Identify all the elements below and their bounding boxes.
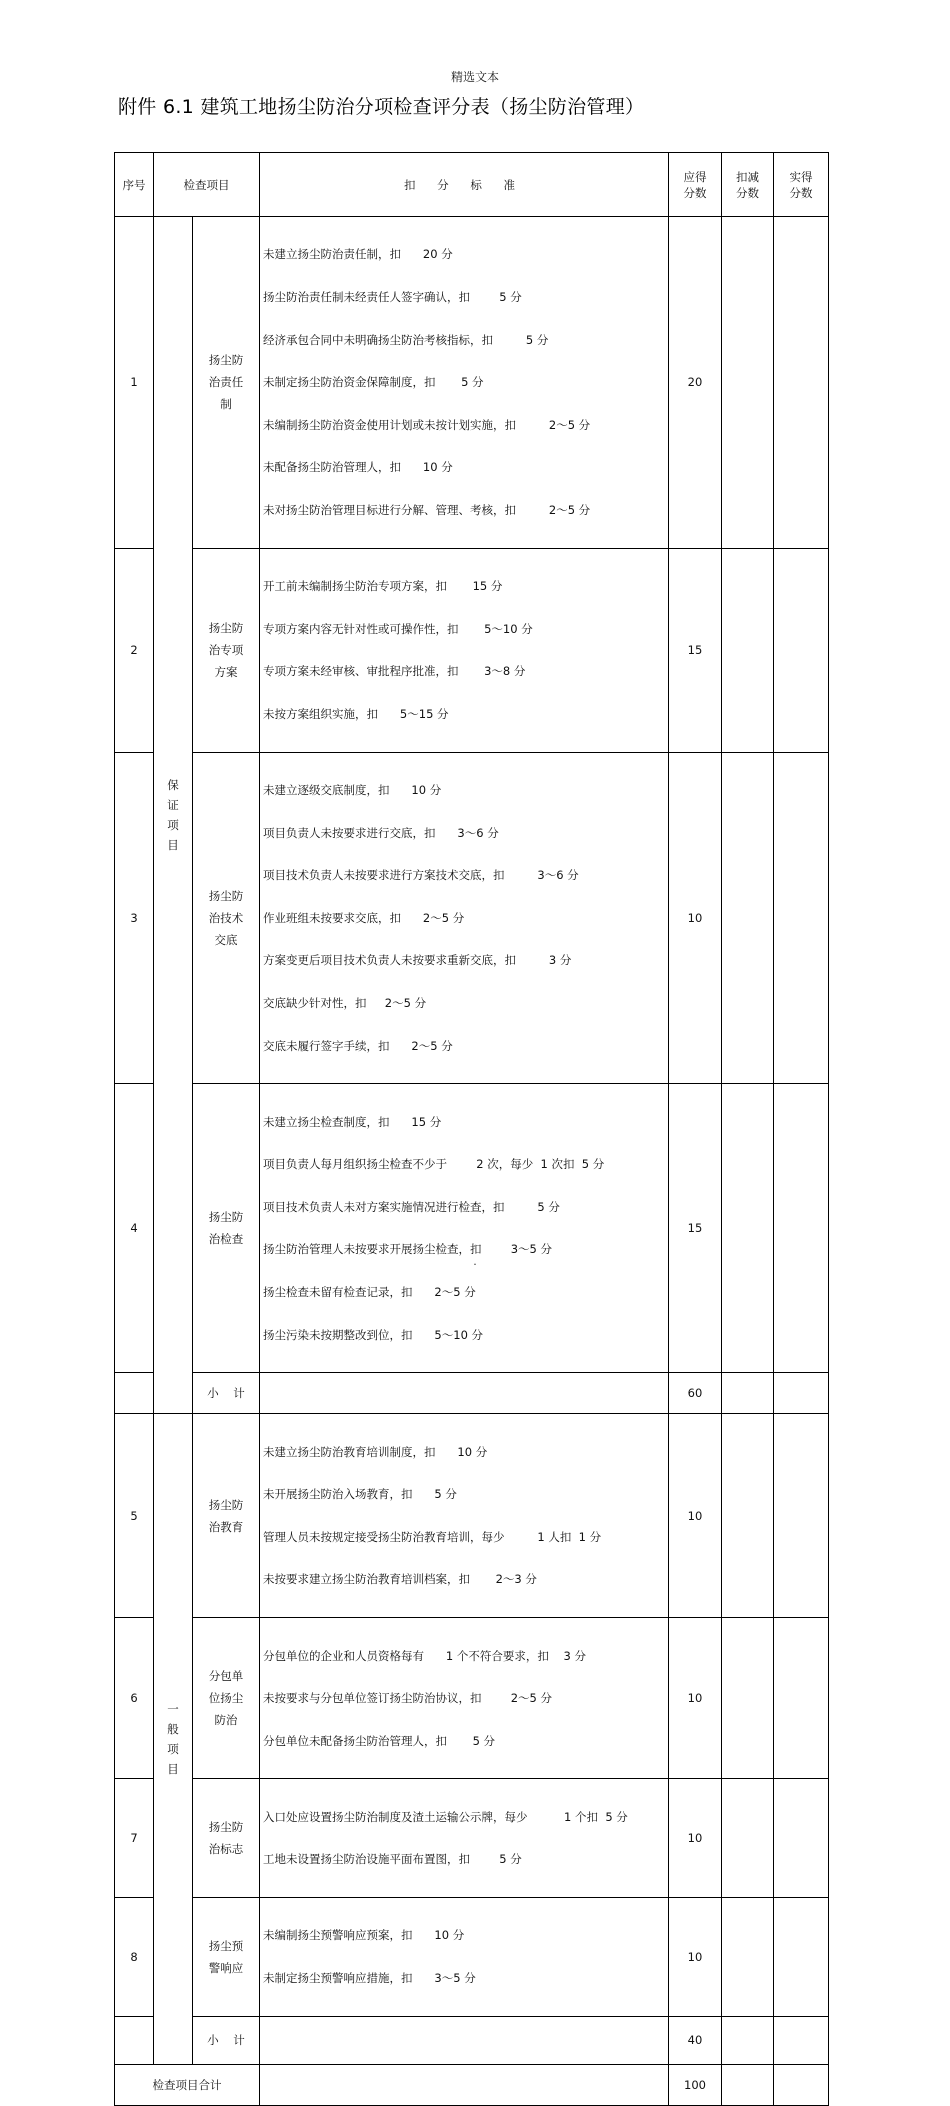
table-row <box>115 1084 829 1373</box>
score-table <box>114 152 829 2106</box>
item-name-line: 治技术 <box>208 910 244 925</box>
total-score: 100 <box>669 2064 722 2105</box>
row-seq: 3 <box>115 752 154 1084</box>
total-row <box>115 2064 829 2105</box>
criteria-line: 项目技术负责人未对方案实施情况进行检查，扣 5 分 <box>263 1199 560 1214</box>
actual-score-cell[interactable] <box>774 548 829 752</box>
criteria-line: 方案变更后项目技术负责人未按要求重新交底，扣 3 分 <box>263 953 572 968</box>
actual-score-cell[interactable] <box>774 1414 829 1618</box>
criteria-line: 专项方案内容无针对性或可操作性，扣 5～10 分 <box>263 621 533 636</box>
category-guarantee <box>154 217 193 1414</box>
item-name-line: 扬尘防 <box>208 1820 244 1835</box>
criteria-line: 未按要求建立扬尘防治教育培训档案，扣 2～3 分 <box>263 1572 537 1587</box>
deduct-score-cell[interactable] <box>722 1897 774 2016</box>
criteria-line: 经济承包合同中未明确扬尘防治考核指标，扣 5 分 <box>263 332 549 347</box>
criteria-line: 未建立扬尘防治教育培训制度，扣 10 分 <box>263 1444 488 1459</box>
header-deduct-score: 扣减 分数 <box>722 153 774 217</box>
item-name <box>193 752 260 1084</box>
deduct-score-cell[interactable] <box>722 752 774 1084</box>
table-row <box>115 1414 829 1618</box>
item-name-line: 防治 <box>214 1713 238 1728</box>
actual-score-cell[interactable] <box>774 1779 829 1898</box>
criteria-line: 交底未履行签字手续，扣 2～5 分 <box>263 1038 453 1053</box>
due-score: 15 <box>669 1084 722 1373</box>
category-char: 目 <box>167 838 179 853</box>
header-criteria <box>260 153 669 217</box>
criteria-line: 开工前未编制扬尘防治专项方案，扣 15 分 <box>263 579 503 594</box>
row-seq: 7 <box>115 1779 154 1898</box>
table-row <box>115 548 829 752</box>
item-name-line: 制 <box>220 397 232 412</box>
category-char: 项 <box>167 818 179 833</box>
criteria-line: 未编制扬尘预警响应预案，扣 10 分 <box>263 1928 465 1943</box>
item-name <box>193 1414 260 1618</box>
item-name-line: 治责任 <box>208 375 244 390</box>
criteria-cell <box>260 1414 669 1618</box>
deduct-score-cell[interactable] <box>722 1779 774 1898</box>
due-score: 20 <box>669 217 722 549</box>
criteria-line: 分包单位的企业和人员资格每有 1 个不符合要求，扣 3 分 <box>263 1648 586 1663</box>
due-score: 15 <box>669 548 722 752</box>
item-name-line: 分包单 <box>208 1669 244 1684</box>
subtotal-row <box>115 1373 829 1414</box>
category-char: 保 <box>167 778 179 793</box>
deduct-score-cell[interactable] <box>722 2016 774 2064</box>
item-name-line: 治教育 <box>208 1519 244 1534</box>
deduct-score-cell[interactable] <box>722 2064 774 2105</box>
criteria-line: 工地未设置扬尘防治设施平面布置图，扣 5 分 <box>263 1852 522 1867</box>
row-seq: 5 <box>115 1414 154 1618</box>
row-seq-empty <box>115 1373 154 1414</box>
category-char: 项 <box>167 1741 179 1756</box>
item-name-line: 扬尘防 <box>208 1210 244 1225</box>
criteria-line: 未按方案组织实施，扣 5～15 分 <box>263 706 449 721</box>
subtotal-score: 60 <box>669 1373 722 1414</box>
item-name <box>193 548 260 752</box>
criteria-line: 扬尘污染未按期整改到位，扣 5～10 分 <box>263 1327 484 1342</box>
actual-score-cell[interactable] <box>774 2064 829 2105</box>
table-row <box>115 752 829 1084</box>
item-name-line: 治专项 <box>208 643 244 658</box>
item-name-line: 扬尘防 <box>208 888 244 903</box>
row-seq-empty <box>115 2016 154 2064</box>
category-char: 般 <box>167 1721 179 1736</box>
criteria-line: 未建立扬尘防治责任制，扣 20 分 <box>263 247 453 262</box>
criteria-line: 扬尘防治责任制未经责任人签字确认，扣 5 分 <box>263 290 522 305</box>
criteria-cell <box>260 1618 669 1779</box>
deduct-score-cell[interactable] <box>722 1414 774 1618</box>
criteria-cell-empty <box>260 2064 669 2105</box>
due-score: 10 <box>669 1779 722 1898</box>
item-name-line: 治标志 <box>208 1842 244 1857</box>
criteria-line: 专项方案未经审核、审批程序批准，扣 3～8 分 <box>263 664 526 679</box>
item-name-line: 警响应 <box>208 1960 244 1975</box>
item-name-line: 扬尘防 <box>208 1497 244 1512</box>
criteria-line: 项目负责人每月组织扬尘检查不少于 2 次，每少 1 次扣 5 分 <box>263 1157 605 1172</box>
header-actual-score: 实得 分数 <box>774 153 829 217</box>
criteria-line: 项目技术负责人未按要求进行方案技术交底，扣 3～6 分 <box>263 868 579 883</box>
criteria-cell <box>260 548 669 752</box>
deduct-score-cell[interactable] <box>722 217 774 549</box>
header-criteria-text: 扣 分 标 准 <box>404 177 524 192</box>
header-item: 检查项目 <box>154 153 260 217</box>
criteria-line: 未建立扬尘检查制度，扣 15 分 <box>263 1114 442 1129</box>
category-char: 目 <box>167 1761 179 1776</box>
deduct-score-cell[interactable] <box>722 1373 774 1414</box>
header-due-score: 应得 分数 <box>669 153 722 217</box>
row-seq: 2 <box>115 548 154 752</box>
due-score: 10 <box>669 1618 722 1779</box>
criteria-line: 作业班组未按要求交底，扣 2～5 分 <box>263 910 465 925</box>
criteria-line: 未对扬尘防治管理目标进行分解、管理、考核，扣 2～5 分 <box>263 503 591 518</box>
criteria-line: 入口处应设置扬尘防治制度及渣土运输公示牌，每少 1 个扣 5 分 <box>263 1809 628 1824</box>
item-name <box>193 1084 260 1373</box>
item-name-line: 扬尘防 <box>208 621 244 636</box>
criteria-line: 未配备扬尘防治管理人，扣 10 分 <box>263 460 453 475</box>
deduct-score-cell[interactable] <box>722 1084 774 1373</box>
actual-score-cell[interactable] <box>774 1897 829 2016</box>
category-general <box>154 1414 193 2064</box>
criteria-line: 未按要求与分包单位签订扬尘防治协议，扣 2～5 分 <box>263 1691 553 1706</box>
subtotal-row <box>115 2016 829 2064</box>
actual-score-cell[interactable] <box>774 217 829 549</box>
category-char: 证 <box>167 798 179 813</box>
total-label: 检查项目合计 <box>115 2064 260 2105</box>
subtotal-label: 小 计 <box>193 1373 260 1414</box>
due-score: 10 <box>669 1897 722 2016</box>
criteria-line: 管理人员未按规定接受扬尘防治教育培训，每少 1 人扣 1 分 <box>263 1529 602 1544</box>
item-name-line: 扬尘防 <box>208 353 244 368</box>
actual-score-cell[interactable] <box>774 1373 829 1414</box>
item-name-line: 方案 <box>214 665 238 680</box>
subtotal-score: 40 <box>669 2016 722 2064</box>
table-row <box>115 1779 829 1898</box>
item-name <box>193 1618 260 1779</box>
criteria-cell <box>260 752 669 1084</box>
actual-score-cell[interactable] <box>774 2016 829 2064</box>
row-seq: 8 <box>115 1897 154 2016</box>
actual-score-cell[interactable] <box>774 1084 829 1373</box>
item-name-line: 扬尘预 <box>208 1938 244 1953</box>
criteria-cell-empty <box>260 2016 669 2064</box>
category-char: 一 <box>167 1701 179 1716</box>
deduct-score-cell[interactable] <box>722 548 774 752</box>
criteria-cell <box>260 1779 669 1898</box>
criteria-line: 未编制扬尘防治资金使用计划或未按计划实施，扣 2～5 分 <box>263 417 591 432</box>
row-seq: 4 <box>115 1084 154 1373</box>
criteria-line: 未制定扬尘预警响应措施，扣 3～5 分 <box>263 1970 476 1985</box>
item-name <box>193 1779 260 1898</box>
actual-score-cell[interactable] <box>774 752 829 1084</box>
table-row <box>115 217 829 549</box>
header-seq: 序号 <box>115 153 154 217</box>
criteria-line: 扬尘防治管理人未按要求开展扬尘检查，扣 3～5 分 <box>263 1242 553 1257</box>
footer-mark: . <box>473 1255 477 1268</box>
item-name <box>193 217 260 549</box>
actual-score-cell[interactable] <box>774 1618 829 1779</box>
criteria-line: 项目负责人未按要求进行交底，扣 3～6 分 <box>263 825 499 840</box>
subtotal-label: 小 计 <box>193 2016 260 2064</box>
table-row <box>115 1897 829 2016</box>
criteria-line: 扬尘检查未留有检查记录，扣 2～5 分 <box>263 1285 476 1300</box>
header-note: 精选文本 <box>450 70 499 84</box>
table-header-row <box>115 153 829 217</box>
due-score: 10 <box>669 752 722 1084</box>
criteria-cell-empty <box>260 1373 669 1414</box>
criteria-line: 分包单位未配备扬尘防治管理人，扣 5 分 <box>263 1733 496 1748</box>
criteria-line: 未制定扬尘防治资金保障制度，扣 5 分 <box>263 375 484 390</box>
item-name <box>193 1897 260 2016</box>
criteria-cell <box>260 1084 669 1373</box>
criteria-cell <box>260 217 669 549</box>
row-seq: 1 <box>115 217 154 549</box>
criteria-line: 未开展扬尘防治入场教育，扣 5 分 <box>263 1487 457 1502</box>
item-name-line: 交底 <box>214 932 238 947</box>
row-seq: 6 <box>115 1618 154 1779</box>
item-name-line: 治检查 <box>208 1232 244 1247</box>
criteria-cell <box>260 1897 669 2016</box>
criteria-line: 未建立逐级交底制度，扣 10 分 <box>263 782 442 797</box>
criteria-line: 交底缺少针对性，扣 2～5 分 <box>263 995 427 1010</box>
deduct-score-cell[interactable] <box>722 1618 774 1779</box>
table-row <box>115 1618 829 1779</box>
page-title: 附件 6.1 建筑工地扬尘防治分项检查评分表（扬尘防治管理） <box>118 96 645 118</box>
item-name-line: 位扬尘 <box>208 1691 244 1706</box>
due-score: 10 <box>669 1414 722 1618</box>
